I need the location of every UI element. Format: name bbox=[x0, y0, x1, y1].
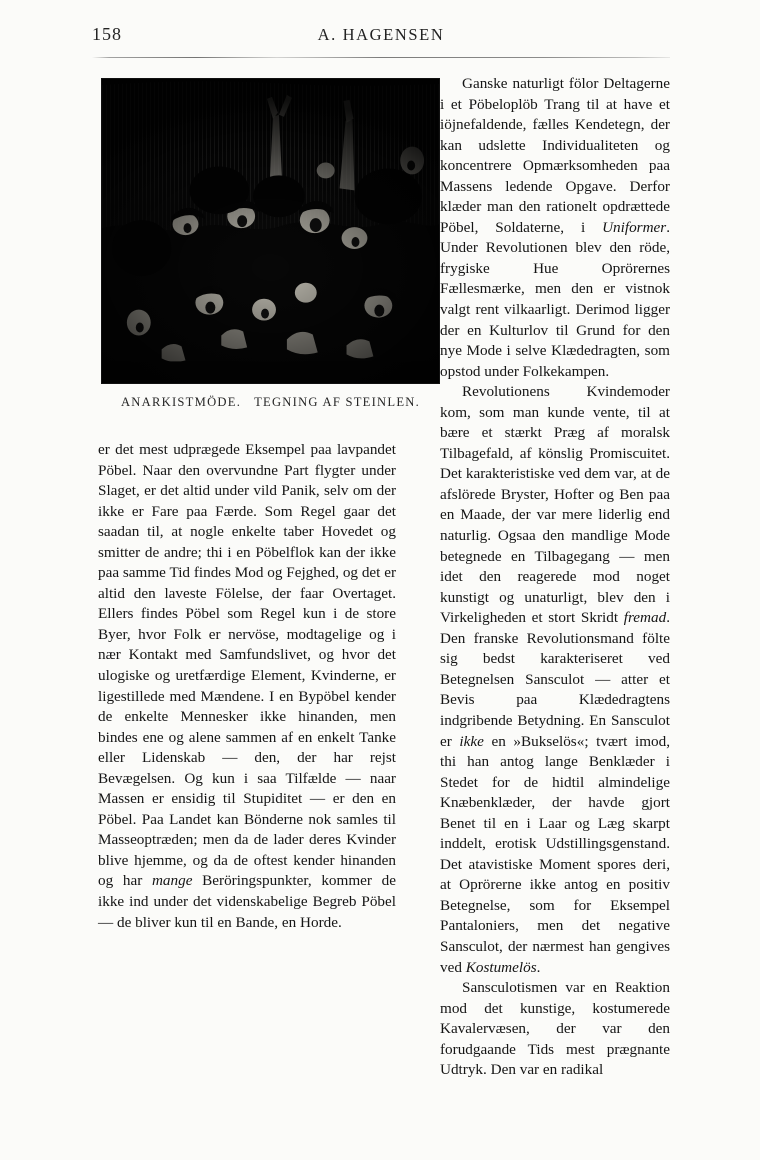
paragraph bbox=[440, 978, 670, 1081]
emphasised-word: Kostumelös bbox=[465, 958, 537, 976]
text-run: . bbox=[536, 958, 541, 976]
paragraph bbox=[440, 74, 670, 382]
left-column-paragraphs bbox=[98, 440, 396, 933]
text-run: Beröringspunkter, kommer de ikke ind under det videnskabelige Begreb Pöbel — de bliver kun til en Bande, en Horde. bbox=[98, 872, 396, 931]
emphasised-word: fremad bbox=[623, 609, 667, 627]
running-head bbox=[92, 24, 670, 52]
running-title: A. HAGENSEN bbox=[317, 25, 445, 44]
text-run: en »Bukselös«; tvært imod, thi han antog lange Benklæder i Stedet for de hidtil almindelige Knæbenklæder, der havde gjort Benet til en i Laar og Læg skarpt inddelt, erotisk Udstillingsgenstand. Det atavistiske Moment spores deri, at Oprörerne ikke antog en positiv Betegnelse, som for Eksempel Pantaloniers, men det negative Sansculot, der nærmest han gengives ved bbox=[440, 732, 670, 976]
paragraph bbox=[98, 440, 396, 933]
text-run: Revolutionens Kvindemoder kom, som man kunde vente, til at bære et stærkt Præg af moralsk Tilbagefald, af könslig Promiscuitet. Det karakteristiske ved dem var, at de afslörede Bryster, Hofter og Ben paa en Maade, der var mere liderlig end naturlig. Ogsaa den mandlige Mode betegnede en Tilbagegang — men idet den reagerede mod noget kunstigt og unaturligt, blev den i Virkeligheden et stort Skridt bbox=[440, 383, 670, 627]
page-folio: 158 bbox=[92, 24, 122, 44]
engraving-vignette bbox=[102, 79, 439, 383]
emphasised-word: Uniformer bbox=[602, 218, 667, 236]
left-text-column bbox=[98, 440, 396, 933]
text-run: . Under Revolutionen blev den röde, frygiske Hue Oprörernes Fællesmærke, men den er vistnok valgt rent vilkaarligt. Derimod ligger der en Kulturlov til Grund for den nye Mode i selve Klædedragten, som opstod under Folkekampen. bbox=[440, 218, 670, 380]
right-column-paragraphs bbox=[440, 74, 670, 1081]
right-text-column bbox=[440, 74, 670, 1081]
anarchist-meeting-engraving bbox=[101, 78, 440, 384]
paragraph bbox=[440, 382, 670, 978]
figure bbox=[101, 78, 440, 410]
figure-caption: ANARKISTMÖDE. TEGNING AF STEINLEN. bbox=[120, 395, 421, 409]
text-run: Sansculotismen var en Reaktion mod det kunstige, kostumerede Kavalervæsen, der var den forudgaande Tids mest prægnante Udtryk. Den var en radikal bbox=[440, 979, 670, 1079]
text-run: . Den franske Revolutionsmand fölte sig bedst karakteriseret ved Betegnelsen Sansculot — atter et Bevis paa Klædedragtens indgribende Betydning. En Sansculot er bbox=[440, 609, 670, 750]
emphasised-word: mange bbox=[151, 872, 193, 890]
text-run: er det mest udprægede Eksempel paa lavpandet Pöbel. Naar den overvundne Part flygter under Slaget, er det altid under vild Panik, selv om der ikke er Fare paa Færde. Som Regel gaar det saadan til, at nogle enkelte taber Hovedet og smitter de andre; thi i en Pöbelflok kan der ikke paa samme Tid findes Mod og Fejghed, og det er altid den laveste Fölelse, der faar Overtaget. Ellers findes Pöbel som Regel kun i de store Byer, hvor Folk er nervöse, modtagelige og i nær Kontakt med Samfundslivet, og hvor det ulogiske og uretfærdige Element, Kvinderne, er ligestillede med Mændene. I en Bypöbel kender de enkelte Mennesker ikke hinanden, men bindes ene og alene sammen af en enkelt Tanke eller Lidenskab — den, der har rejst Bevægelsen. Og kun i saa Tilfælde — naar Massen er ensidig til Stupiditet — er den en Pöbel. Paa Landet kan Bönderne nok samles til Masseoptræden; men da de lader deres Kvinder blive hjemme, og da de oftest kender hinanden og har bbox=[98, 441, 396, 890]
header-rule bbox=[92, 57, 670, 58]
emphasised-word: ikke bbox=[459, 732, 484, 750]
text-run: Ganske naturligt fölor Deltagerne i et Pöbeloplöb Trang til at have et iöjnefaldende, fælles Kendetegn, der kan udslette Individualiteten og koncentrere Opmærksomheden paa Massens ledende Opgave. Derfor klæder man den rationelt opdrættede Pöbel, Soldaterne, i bbox=[440, 75, 670, 236]
